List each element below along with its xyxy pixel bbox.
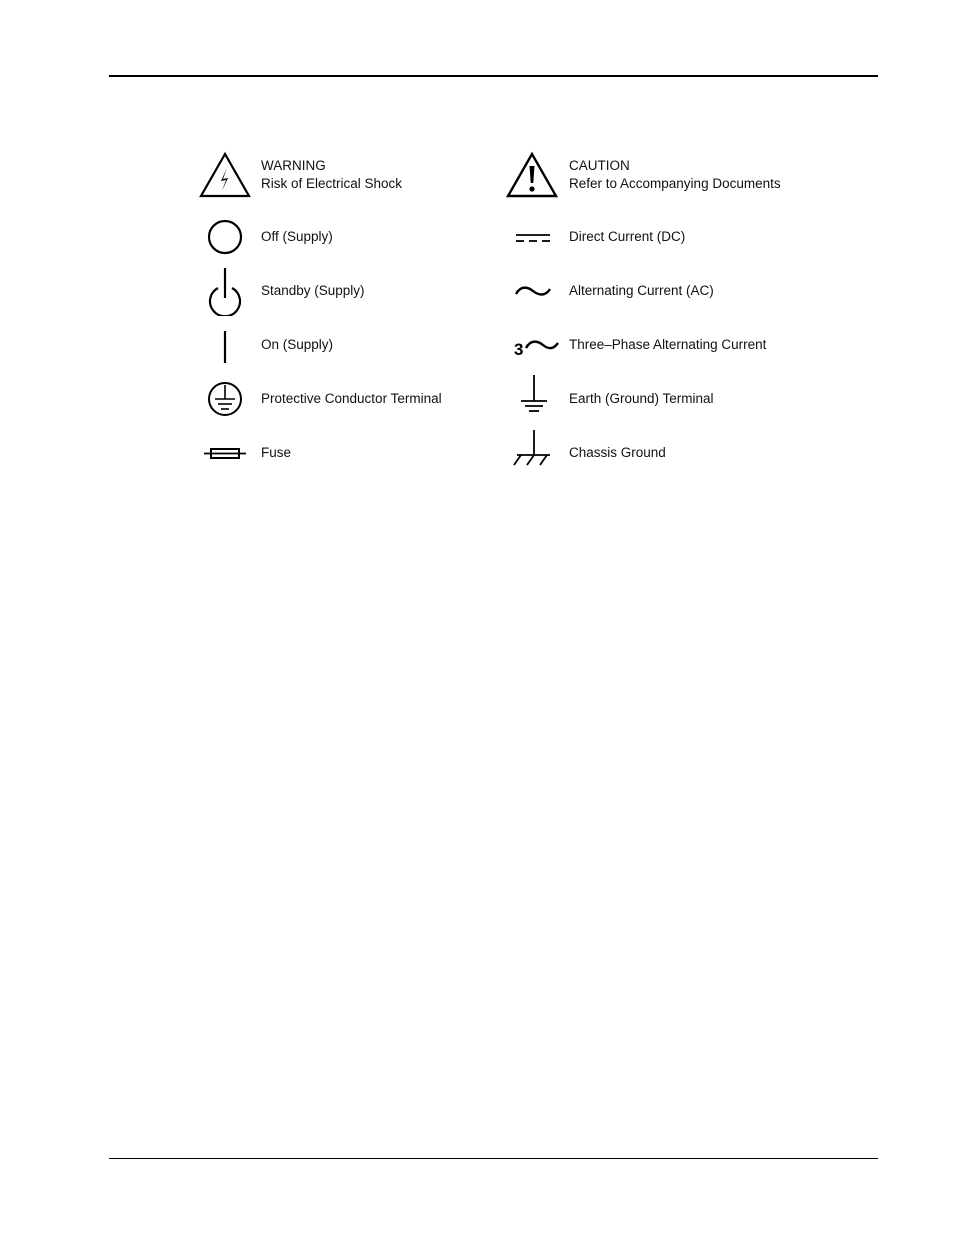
symbol-label	[261, 212, 333, 262]
symbol-label	[569, 212, 685, 262]
label-line-1: Off (Supply)	[261, 229, 333, 244]
symbol-label	[569, 374, 714, 424]
three-phase-ac-icon	[505, 320, 559, 370]
label-line-2: Risk of Electrical Shock	[261, 176, 403, 191]
label-line-1: WARNING	[261, 158, 326, 173]
symbol-label	[569, 320, 766, 370]
label-line-2: Refer to Accompanying Documents	[569, 176, 781, 191]
chassis-ground-icon	[505, 428, 559, 478]
label-line-1: Standby (Supply)	[261, 283, 365, 298]
label-line-1: CAUTION	[569, 158, 630, 173]
on-supply-line-icon	[198, 320, 252, 370]
earth-ground-icon	[505, 374, 559, 424]
three-phase-number: 3	[514, 340, 524, 359]
off-supply-circle-icon	[198, 212, 252, 262]
symbol-label	[569, 266, 714, 316]
label-line-1: Protective Conductor Terminal	[261, 391, 442, 406]
symbol-label	[261, 374, 442, 424]
alternating-current-icon	[505, 266, 559, 316]
label-line-1: Three–Phase Alternating Current	[569, 337, 767, 352]
standby-power-icon	[198, 266, 252, 316]
symbol-label	[261, 320, 333, 370]
symbol-label	[261, 150, 402, 200]
footer-rule	[109, 1158, 878, 1159]
symbol-label	[569, 428, 666, 478]
electrical-shock-warning-icon	[198, 150, 252, 200]
label-line-1: Alternating Current (AC)	[569, 283, 714, 298]
caution-exclamation-icon	[505, 150, 559, 200]
fuse-icon	[198, 428, 252, 478]
label-line-1: Earth (Ground) Terminal	[569, 391, 714, 406]
label-line-1: Chassis Ground	[569, 445, 666, 460]
symbol-label	[261, 266, 365, 316]
label-line-1: On (Supply)	[261, 337, 334, 352]
protective-conductor-terminal-icon	[198, 374, 252, 424]
label-line-1: Fuse	[261, 445, 292, 460]
symbol-label	[569, 150, 781, 200]
label-line-1: Direct Current (DC)	[569, 229, 686, 244]
symbol-label	[261, 428, 291, 478]
direct-current-icon	[505, 212, 559, 262]
